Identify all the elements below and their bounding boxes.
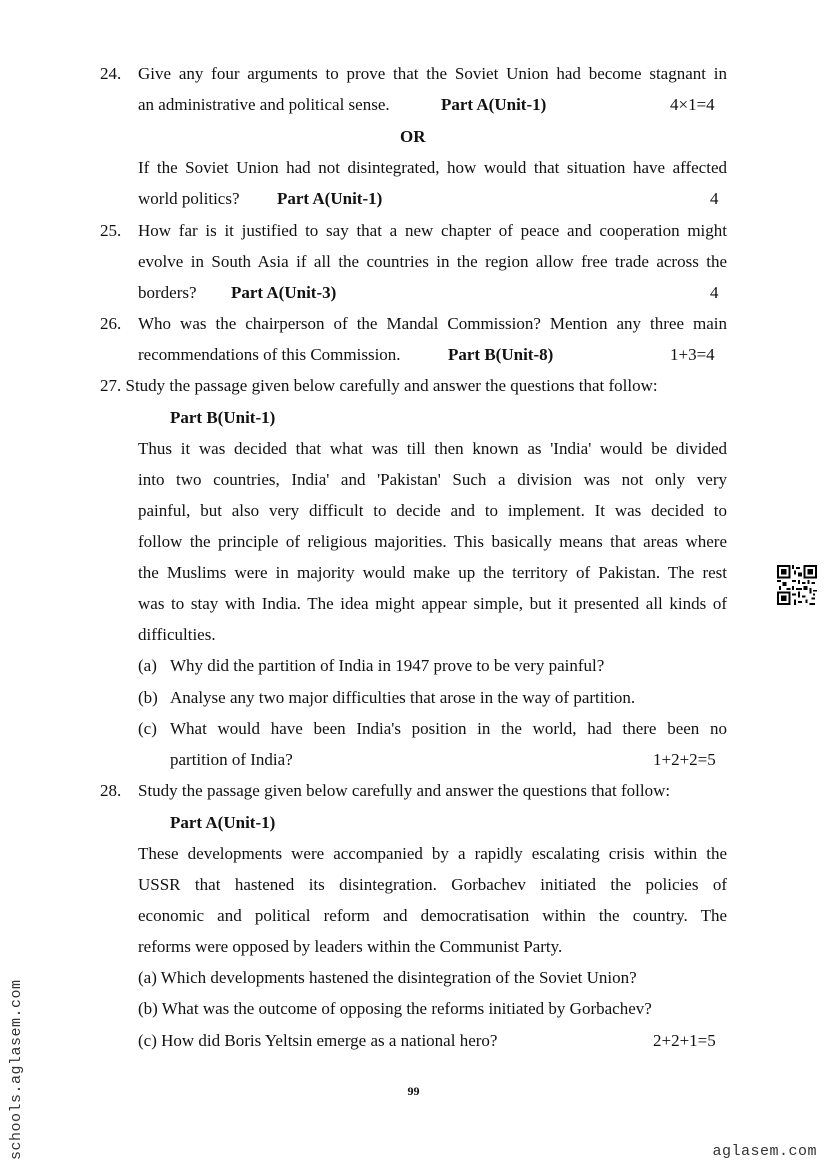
- q24-part-label: Part A(Unit-1): [441, 95, 547, 114]
- q25-text-line1: How far is it justified to say that a new chapter of peace and cooperation might: [138, 221, 727, 240]
- q25-part-label: Part A(Unit-3): [231, 283, 337, 302]
- bottom-watermark: aglasem.com: [712, 1143, 817, 1160]
- q24-marks: 4×1=4: [670, 95, 715, 114]
- q27-marks: 1+2+2=5: [653, 750, 716, 769]
- q28-passage-line: reforms were opposed by leaders within the Communist Party.: [138, 937, 563, 956]
- q26-marks: 1+3=4: [670, 345, 715, 364]
- q28-subq-c: (c) How did Boris Yeltsin emerge as a national hero?: [138, 1031, 498, 1050]
- q28-part-label: Part A(Unit-1): [170, 813, 276, 832]
- q24-number: 24.: [100, 64, 122, 83]
- side-watermark: schools.aglasem.com: [8, 979, 25, 1160]
- q27-intro: 27. Study the passage given below carefully and answer the questions that follow:: [100, 376, 658, 395]
- q27-passage-line: into two countries, India' and 'Pakistan' Such a division was not only very: [138, 470, 727, 489]
- q24-text-line1: Give any four arguments to prove that the Soviet Union had become stagnant in: [138, 64, 727, 83]
- q28-marks: 2+2+1=5: [653, 1031, 716, 1050]
- q28-number: 28.: [100, 781, 122, 800]
- q24-alt-text-line2: world politics?: [138, 189, 240, 208]
- q26-text-line1: Who was the chairperson of the Mandal Commission? Mention any three main: [138, 314, 727, 333]
- q25-marks: 4: [710, 283, 719, 302]
- q24-text-line2: an administrative and political sense.: [138, 95, 390, 114]
- q27-passage-line: follow the principle of religious majorities. This basically means that areas where: [138, 532, 727, 551]
- q24-alt-part-label: Part A(Unit-1): [277, 189, 383, 208]
- q27-passage-line: difficulties.: [138, 625, 216, 644]
- q27-passage-line: the Muslims were in majority would make up the territory of Pakistan. The rest: [138, 563, 727, 582]
- page-number: 99: [407, 1084, 420, 1098]
- q27-a-label: (a): [138, 656, 157, 675]
- q24-alt-text-line1: If the Soviet Union had not disintegrated, how would that situation have affected: [138, 158, 727, 177]
- q25-text-line3: borders?: [138, 283, 197, 302]
- q27-passage-line: was to stay with India. The idea might appear simple, but it presented all kinds of: [138, 594, 727, 613]
- q27-c-label: (c): [138, 719, 157, 738]
- q28-intro: Study the passage given below carefully and answer the questions that follow:: [138, 781, 671, 800]
- q27-c-text-line1: What would have been India's position in the world, had there been no: [170, 719, 727, 738]
- q28-passage-line: economic and political reform and democratisation within the country. The: [138, 906, 727, 925]
- q26-text-line2: recommendations of this Commission.: [138, 345, 401, 364]
- q27-b-label: (b): [138, 688, 158, 707]
- q26-number: 26.: [100, 314, 122, 333]
- q24-alt-marks: 4: [710, 189, 719, 208]
- q27-b-text: Analyse any two major difficulties that arose in the way of partition.: [170, 688, 636, 707]
- q28-passage-line: These developments were accompanied by a rapidly escalating crisis within the: [138, 844, 727, 863]
- q27-passage-line: Thus it was decided that what was till then known as 'India' would be divided: [138, 439, 727, 458]
- q25-text-line2: evolve in South Asia if all the countries in the region allow free trade across the: [138, 252, 727, 271]
- q27-c-text-line2: partition of India?: [170, 750, 293, 769]
- q26-part-label: Part B(Unit-8): [448, 345, 554, 364]
- q27-a-text: Why did the partition of India in 1947 prove to be very painful?: [170, 656, 605, 675]
- q24-or-separator: OR: [400, 127, 426, 146]
- q25-number: 25.: [100, 221, 122, 240]
- qr-code-icon: [777, 565, 817, 605]
- q27-passage-line: painful, but also very difficult to decide and to implement. It was decided to: [138, 501, 727, 520]
- q28-subq-b: (b) What was the outcome of opposing the reforms initiated by Gorbachev?: [138, 999, 652, 1018]
- q27-part-label: Part B(Unit-1): [170, 408, 276, 427]
- q28-passage-line: USSR that hastened its disintegration. Gorbachev initiated the policies of: [138, 875, 727, 894]
- q28-subq-a: (a) Which developments hastened the disintegration of the Soviet Union?: [138, 968, 637, 987]
